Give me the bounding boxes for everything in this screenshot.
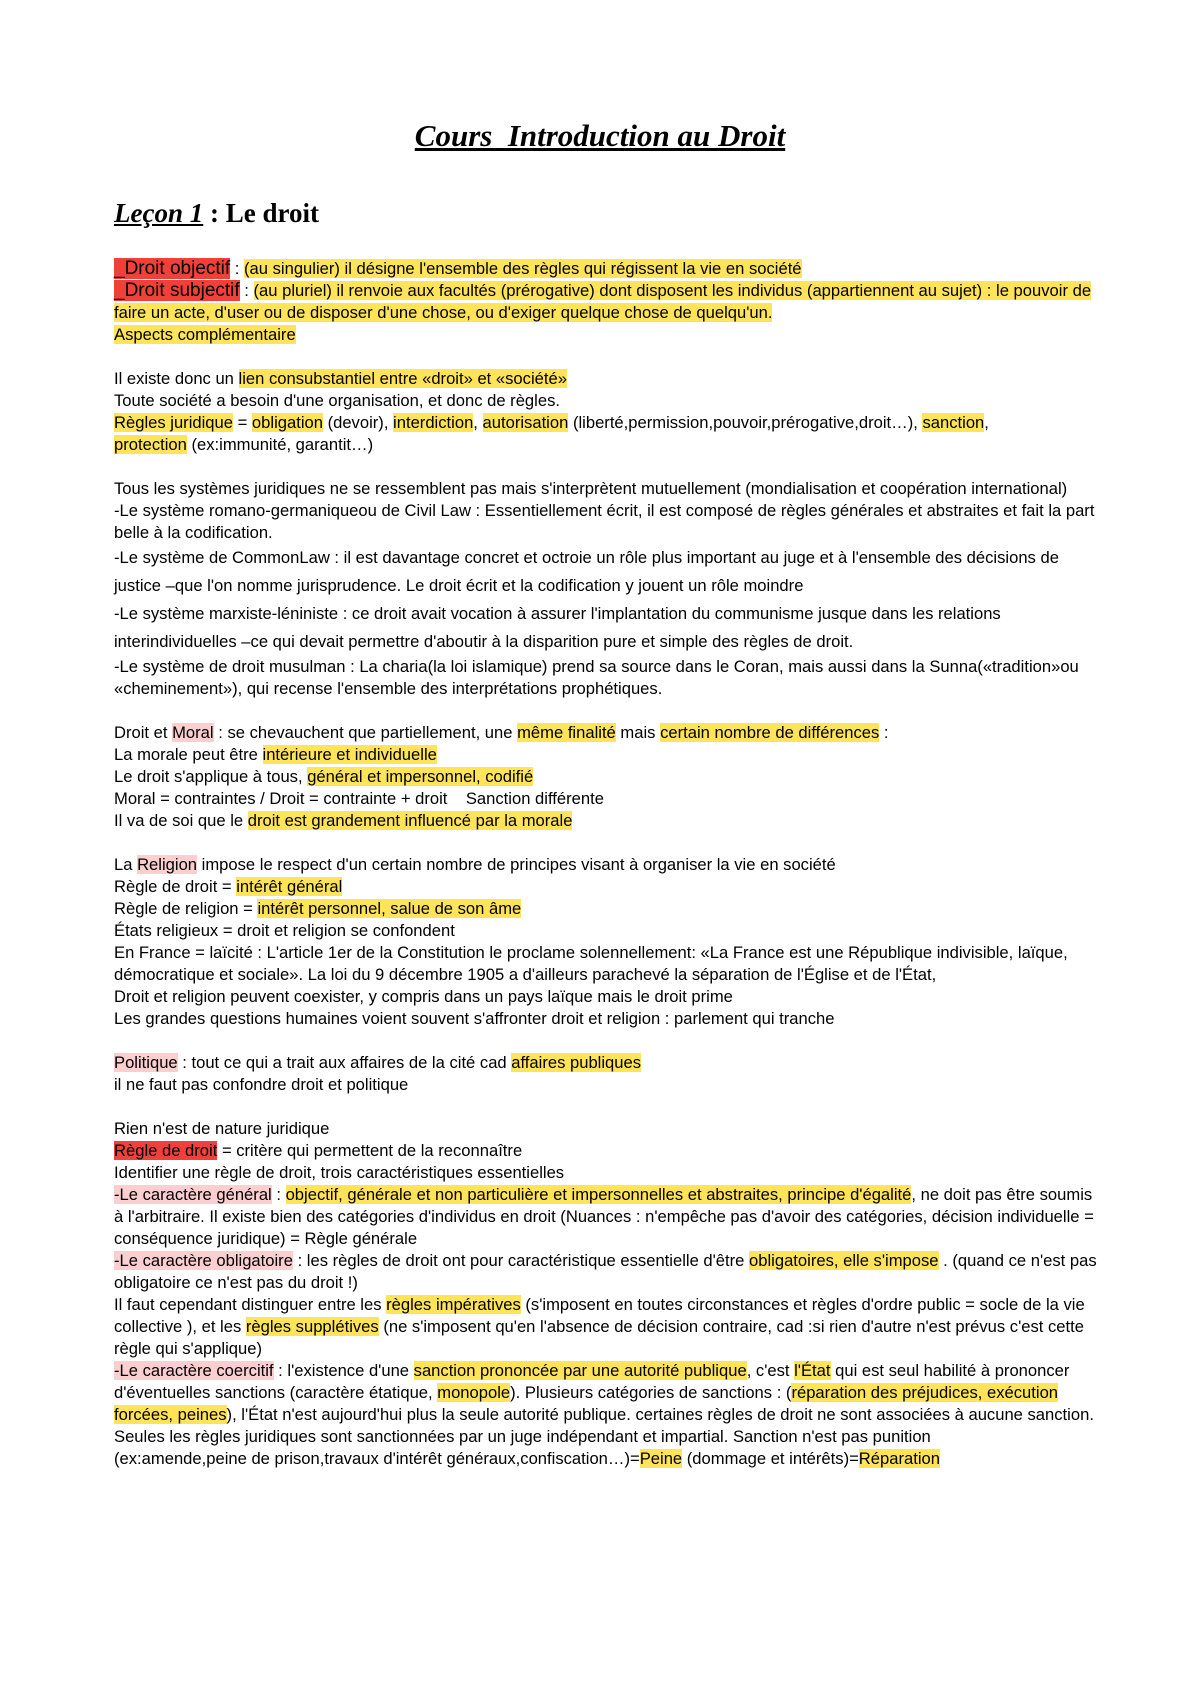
- paragraph-coexister: Droit et religion peuvent coexister, y compris dans un pays laïque mais le droit prime: [114, 987, 733, 1006]
- definition-droit-objectif: (au singulier) il désigne l'ensemble des règles qui régissent la vie en société: [244, 259, 802, 278]
- highlight-caractere-coercitif: -Le caractère coercitif: [114, 1361, 274, 1380]
- text: impose le respect d'un certain nombre de principes visant à organiser la vie en société: [197, 855, 836, 874]
- text: ,: [473, 413, 483, 432]
- definition-droit-subjectif: (au pluriel) il renvoie aux facultés (prérogative) dont disposent les individus (appartiennent au sujet) : le pouvoir de faire un acte, d'user ou de disposer d'une chose, ou d'exiger quelque chose de quelqu'un.: [114, 281, 1092, 322]
- paragraph-regle-droit-general: [114, 876, 1099, 898]
- highlight-moral: Moral: [172, 723, 214, 742]
- lesson-heading: [114, 198, 319, 229]
- highlight-aspects: Aspects complémentaire: [114, 325, 296, 344]
- text: (liberté,permission,pouvoir,prérogative,droit…),: [568, 413, 923, 432]
- text: Droit et: [114, 723, 173, 742]
- text: : l'existence d'une: [273, 1361, 414, 1380]
- highlight-regles-imperatives: règles impératives: [386, 1295, 521, 1314]
- text: (dommage et intérêts)=: [682, 1449, 859, 1468]
- text: =: [233, 413, 252, 432]
- text: :: [239, 281, 254, 300]
- highlight-regles-juridique: Règles juridique: [114, 413, 233, 432]
- paragraph-identifier: Identifier une règle de droit, trois caractéristiques essentielles: [114, 1163, 565, 1182]
- text: Règle de religion =: [114, 899, 258, 918]
- text: : se chevauchent que partiellement, une: [213, 723, 518, 742]
- paragraph-regle-de-droit: [114, 1140, 1099, 1162]
- highlight-regle-de-droit: Règle de droit: [114, 1141, 218, 1160]
- paragraph-contraintes: Moral = contraintes / Droit = contrainte + droit Sanction différente: [114, 789, 604, 808]
- paragraph-rien: Rien n'est de nature juridique: [114, 1119, 330, 1138]
- paragraph-droit-objectif: [114, 258, 1099, 280]
- text: La morale peut être: [114, 745, 263, 764]
- text: :: [879, 723, 889, 742]
- highlight-interieure: intérieure et individuelle: [262, 745, 437, 764]
- highlight-autorisation: autorisation: [482, 413, 569, 432]
- paragraph-caractere-coercitif: [114, 1360, 1099, 1448]
- highlight-obligatoires: obligatoires, elle s'impose: [749, 1251, 939, 1270]
- text: (devoir),: [322, 413, 394, 432]
- lesson-label: Leçon 1: [114, 198, 204, 228]
- highlight-monopole: monopole: [437, 1383, 511, 1402]
- text: La: [114, 855, 138, 874]
- highlight-interet-general: intérêt général: [236, 877, 343, 896]
- text: (ex:immunité, garantit…): [186, 435, 374, 454]
- paragraph-organisation: Toute société a besoin d'une organisation, et donc de règles.: [114, 391, 560, 410]
- highlight-religion: Religion: [137, 855, 198, 874]
- paragraph-regle-religion: [114, 898, 1099, 920]
- highlight-obligation: obligation: [251, 413, 323, 432]
- highlight-regles-suppletives: règles supplétives: [245, 1317, 379, 1336]
- paragraph-imperatives: [114, 1294, 1099, 1360]
- paragraph-caractere-general: [114, 1184, 1099, 1250]
- text: , c'est: [746, 1361, 795, 1380]
- text: :: [230, 259, 245, 278]
- paragraph-lien: [114, 368, 1099, 390]
- paragraph-droit-moral: [114, 722, 1099, 744]
- document-body: [114, 258, 1099, 1470]
- paragraph-peine-reparation: [114, 1448, 1099, 1470]
- term-droit-objectif: _Droit objectif: [114, 258, 231, 279]
- text: (ne s'imposent qu'en l'absence de décision contraire, cad :si rien d'autre n'est prévus c'est cette règle qui s'applique): [114, 1317, 1084, 1358]
- highlight-meme-finalite: même finalité: [517, 723, 616, 742]
- paragraph-common-law: -Le système de CommonLaw : il est davantage concret et octroie un rôle plus important au juge et à l'ensemble des décisions de justice –que l'on nomme jurisprudence. Le droit écrit et la codification y jouent un rôle moindre: [114, 548, 1059, 595]
- text: , ne doit pas être soumis à l'arbitraire. Il existe bien des catégories d'individus en droit (Nuances : n'empêche pas d'avoir des catégories, décision individuelle = conséquence juridique) = Règle générale: [114, 1185, 1094, 1248]
- document-title: Cours_Introduction au Droit: [414, 118, 786, 153]
- paragraph-droit-tous: [114, 766, 1099, 788]
- text: Il existe donc un: [114, 369, 239, 388]
- lesson-subject: : Le droit: [203, 198, 319, 228]
- text: (s'imposent en toutes circonstances et règles d'ordre public = socle de la vie collective ), et les: [114, 1295, 1085, 1336]
- paragraph-regles-juridique: [114, 412, 1099, 456]
- paragraph-droit-subjectif: [114, 280, 1099, 324]
- highlight-reparation-prejudices: réparation des préjudices, exécution forcées, peines: [114, 1383, 1059, 1424]
- highlight-caractere-general: -Le caractère général: [114, 1185, 272, 1204]
- paragraph-confondre: il ne faut pas confondre droit et politique: [114, 1075, 409, 1094]
- paragraph-systemes: Tous les systèmes juridiques ne se ressemblent pas mais s'interprètent mutuellement (mondialisation et coopération international): [114, 479, 1068, 498]
- term-droit-subjectif: _Droit subjectif: [114, 280, 240, 301]
- paragraph-aspects: [114, 324, 1099, 346]
- highlight-protection: protection: [114, 435, 187, 454]
- text: ), l'État n'est aujourd'hui plus la seule autorité publique. certaines règles de droit ne sont associées à aucune sanction. Seules les règles juridiques sont sanctionnées par un juge indépendant et impartial. Sanction n'est pas punition: [114, 1405, 1094, 1446]
- text: Règle de droit =: [114, 877, 237, 896]
- paragraph-influence: [114, 810, 1099, 832]
- highlight-politique: Politique: [114, 1053, 178, 1072]
- text: ,: [984, 413, 989, 432]
- text: ). Plusieurs catégories de sanctions : (: [510, 1383, 792, 1402]
- highlight-objectif: objectif, générale et non particulière et impersonnelles et abstraites, principe d'égalité: [285, 1185, 912, 1204]
- highlight-etat: l'État: [794, 1361, 831, 1380]
- paragraph-musulman: -Le système de droit musulman : La charia(la loi islamique) prend sa source dans le Coran, mais aussi dans la Sunna(«tradition»ou «cheminement»), qui recense l'ensemble des interprétations prophétiques.: [114, 657, 1079, 698]
- highlight-differences: certain nombre de différences: [660, 723, 880, 742]
- highlight-sanction-prononcee: sanction prononcée par une autorité publique: [413, 1361, 747, 1380]
- highlight-interdiction: interdiction: [393, 413, 474, 432]
- text: : les règles de droit ont pour caractéristique essentielle d'être: [292, 1251, 750, 1270]
- text: qui est seul habilité à prononcer d'éventuelles sanctions (caractère étatique,: [114, 1361, 1070, 1402]
- highlight-reparation: Réparation: [858, 1449, 940, 1468]
- highlight-affaires-publiques: affaires publiques: [511, 1053, 642, 1072]
- paragraph-grandes-questions: Les grandes questions humaines voient souvent s'affronter droit et religion : parlement qui tranche: [114, 1009, 835, 1028]
- text: Il va de soi que le: [114, 811, 248, 830]
- text: . (quand ce n'est pas obligatoire ce n'est pas du droit !): [114, 1251, 1097, 1292]
- text: mais: [615, 723, 661, 742]
- text: Le droit s'applique à tous,: [114, 767, 308, 786]
- text: = critère qui permettent de la reconnaître: [217, 1141, 523, 1160]
- highlight-general: général et impersonnel, codifié: [307, 767, 534, 786]
- highlight-caractere-obligatoire: -Le caractère obligatoire: [114, 1251, 293, 1270]
- paragraph-etats-religieux: États religieux = droit et religion se confondent: [114, 921, 455, 940]
- highlight-lien: lien consubstantiel entre «droit» et «société»: [238, 369, 567, 388]
- highlight-peine: Peine: [639, 1449, 683, 1468]
- paragraph-morale-interieure: [114, 744, 1099, 766]
- paragraph-marxiste: -Le système marxiste-léniniste : ce droit avait vocation à assurer l'implantation du communisme jusque dans les relations interindividuelles –ce qui devait permettre d'aboutir à la disparition pure et simple des règles de droit.: [114, 604, 1001, 651]
- highlight-influence: droit est grandement influencé par la morale: [247, 811, 573, 830]
- paragraph-religion: [114, 854, 1099, 876]
- paragraph-caractere-obligatoire: [114, 1250, 1099, 1294]
- highlight-interet-personnel: intérêt personnel, salue de son âme: [257, 899, 522, 918]
- paragraph-laicite: En France = laïcité : L'article 1er de la Constitution le proclame solennellement: «La France est une République indivisible, laïque, démocratique et sociale». La loi du 9 décembre 1905 a d'ailleurs parachevé la séparation de l'Église et de l'État,: [114, 943, 1068, 984]
- text: (ex:amende,peine de prison,travaux d'intérêt généraux,confiscation…)=: [114, 1449, 640, 1468]
- text: : tout ce qui a trait aux affaires de la cité cad: [177, 1053, 512, 1072]
- text: :: [271, 1185, 286, 1204]
- paragraph-politique: [114, 1052, 1099, 1074]
- text: Il faut cependant distinguer entre les: [114, 1295, 387, 1314]
- paragraph-civil-law: -Le système romano-germaniqueou de Civil Law : Essentiellement écrit, il est composé de règles générales et abstraites et fait la part belle à la codification.: [114, 501, 1095, 542]
- highlight-sanction: sanction: [922, 413, 985, 432]
